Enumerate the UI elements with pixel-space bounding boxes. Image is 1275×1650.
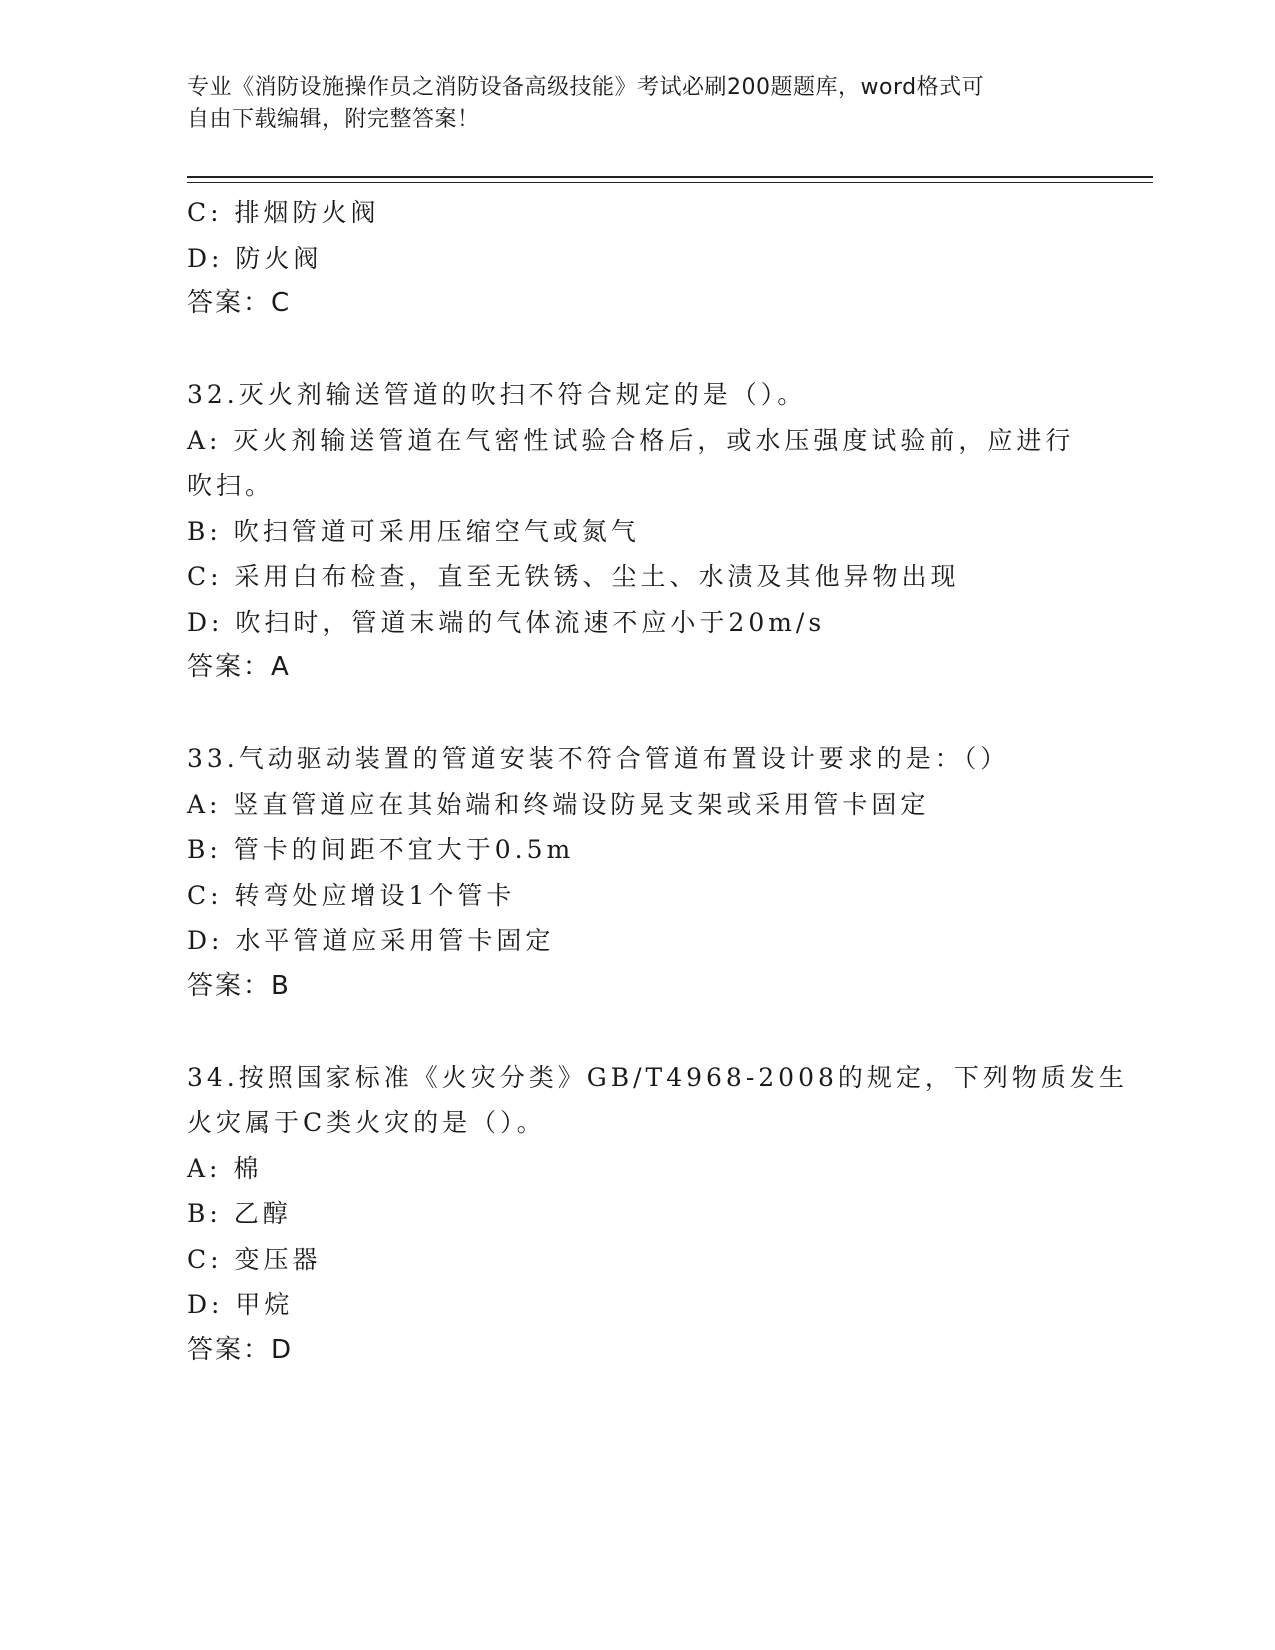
document-header (187, 72, 1067, 136)
option-c: C: 变压器 (187, 1244, 322, 1274)
answer-line: 答案：C (187, 288, 292, 318)
spacer (187, 327, 1087, 373)
question-33 (187, 736, 1087, 1009)
option-b: B: 乙醇 (187, 1199, 292, 1228)
question-stem: 33.气动驱动装置的管道安装不符合管道布置设计要求的是：（） (187, 744, 1010, 773)
spacer (187, 691, 1087, 737)
question-34 (187, 1055, 1128, 1374)
answer-line: 答案：B (187, 970, 291, 1001)
spacer (187, 1009, 1087, 1055)
option-a-continued: 吹扫。 (187, 471, 275, 500)
option-c: C: 转弯处应增设1个管卡 (187, 880, 516, 910)
option-d: D: 甲烷 (187, 1290, 294, 1319)
header-rule-thin (187, 182, 1153, 183)
answer-line: 答案：A (187, 652, 291, 682)
answer-line: 答案：D (187, 1334, 294, 1365)
question-content (187, 190, 1128, 1373)
header-line-1: 专业《消防设施操作员之消防设备高级技能》考试必刷200题题库，word格式可 (187, 75, 985, 100)
question-stem: 32.灭火剂输送管道的吹扫不符合规定的是（）。 (187, 380, 807, 409)
option-b: B: 管卡的间距不宜大于0.5m (187, 835, 575, 864)
option-d: D: 吹扫时，管道末端的气体流速不应小于20m/s (187, 607, 826, 637)
header-rule-thick (187, 176, 1153, 178)
question-32 (187, 372, 1087, 691)
previous-question-tail (187, 190, 1087, 327)
option-d: D: 防火阀 (187, 243, 323, 273)
option-d: D: 水平管道应采用管卡固定 (187, 926, 555, 955)
option-a: A: 棉 (187, 1153, 263, 1183)
option-a: A: 灭火剂输送管道在气密性试验合格后，或水压强度试验前，应进行 (187, 425, 1075, 455)
header-line-2: 自由下载编辑，附完整答案！ (187, 107, 480, 132)
option-a: A: 竖直管道应在其始端和终端设防晃支架或采用管卡固定 (187, 789, 930, 819)
option-b: B: 吹扫管道可采用压缩空气或氮气 (187, 516, 640, 546)
option-c: C: 排烟防火阀 (187, 198, 380, 227)
question-stem-continued: 火灾属于C类火灾的是（）。 (187, 1108, 546, 1137)
question-stem: 34.按照国家标准《火灾分类》GB/T4968-2008的规定，下列物质发生 (187, 1062, 1128, 1092)
option-c: C: 采用白布检查，直至无铁锈、尘土、水渍及其他异物出现 (187, 562, 960, 591)
